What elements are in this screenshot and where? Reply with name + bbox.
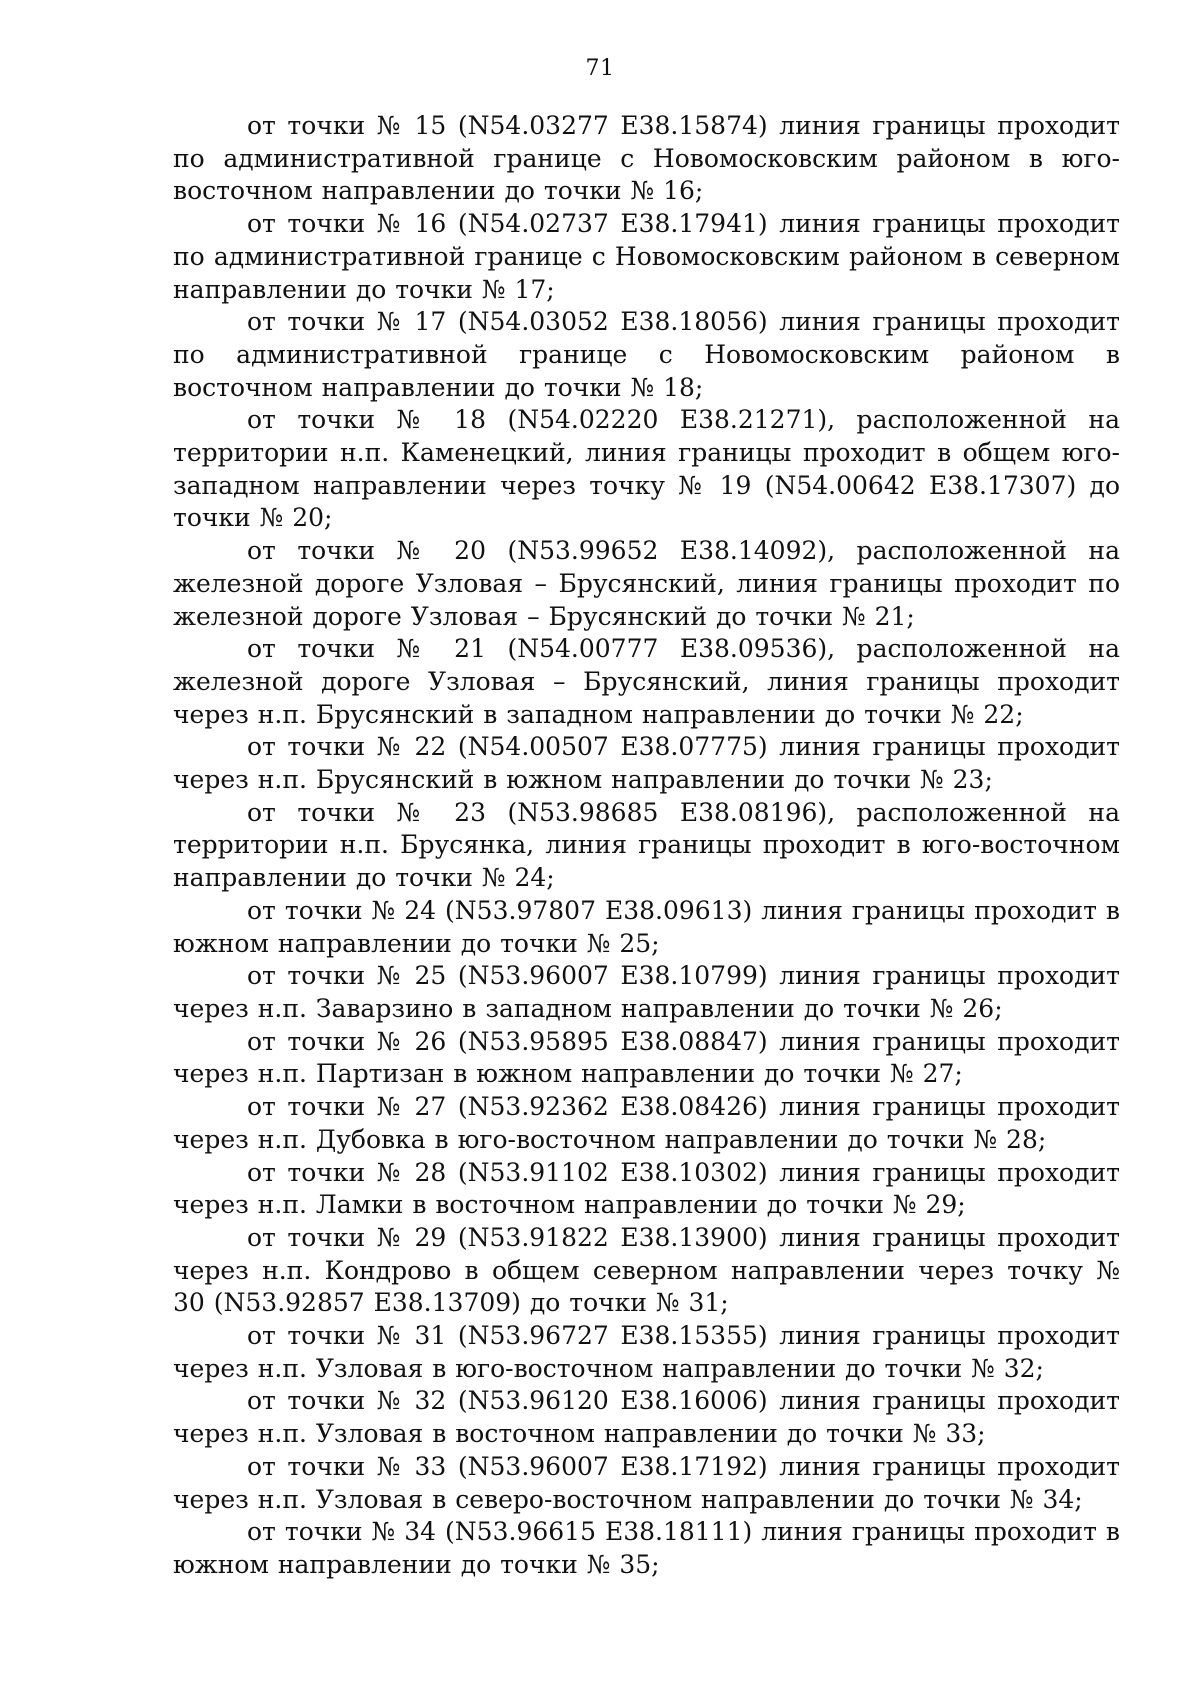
paragraph: от точки № 21 (N54.00777 E38.09536), расположенной на железной дороге Узловая – Брусянский, линия границы проходит через н.п. Брусянский в западном направлении до точки № 22; (173, 634, 1120, 729)
paragraph: от точки № 31 (N53.96727 E38.15355) линия границы проходит через н.п. Узловая в юго-восточном направлении до точки № 32; (173, 1321, 1120, 1383)
paragraph: от точки № 29 (N53.91822 E38.13900) линия границы проходит через н.п. Кондрово в общем северном направлении через точку № 30 (N53.92857 E38.13709) до точки № 31; (173, 1222, 1120, 1318)
paragraph: от точки № 26 (N53.95895 E38.08847) линия границы проходит через н.п. Партизан в южном направлении до точки № 27; (173, 1026, 1120, 1089)
paragraph: от точки № 17 (N54.03052 E38.18056) линия границы проходит по административной границе с Новомосковским районом в восточном направлении до точки № 18; (173, 307, 1120, 402)
paragraph: от точки № 32 (N53.96120 E38.16006) линия границы проходит через н.п. Узловая в восточном направлении до точки № 33; (173, 1386, 1120, 1449)
paragraph: от точки № 18 (N54.02220 E38.21271), расположенной на территории н.п. Каменецкий, линия границы проходит в общем юго-западном направлении через точку № 19 (N54.00642 E38.17307) до точки № 20; (173, 405, 1120, 533)
document-body (173, 110, 1120, 1582)
paragraph: от точки № 23 (N53.98685 E38.08196), расположенной на территории н.п. Брусянка, линия границы проходит в юго-восточном направлении до точки № 24; (173, 797, 1120, 893)
page-number: 71 (585, 56, 615, 81)
paragraph: от точки № 15 (N54.03277 E38.15874) линия границы проходит по административной границе с Новомосковским районом в юго-восточном направлении до точки № 16; (173, 111, 1120, 206)
paragraph: от точки № 25 (N53.96007 E38.10799) линия границы проходит через н.п. Заварзино в западном направлении до точки № 26; (173, 961, 1120, 1023)
paragraph: от точки № 34 (N53.96615 E38.18111) линия границы проходит в южном направлении до точки № 35; (173, 1517, 1120, 1579)
paragraph: от точки № 28 (N53.91102 E38.10302) линия границы проходит через н.п. Ламки в восточном направлении до точки № 29; (173, 1157, 1120, 1220)
paragraph: от точки № 33 (N53.96007 E38.17192) линия границы проходит через н.п. Узловая в северо-восточном направлении до точки № 34; (173, 1451, 1120, 1514)
paragraph: от точки № 24 (N53.97807 E38.09613) линия границы проходит в южном направлении до точки № 25; (173, 895, 1120, 958)
paragraph: от точки № 22 (N54.00507 E38.07775) линия границы проходит через н.п. Брусянский в южном направлении до точки № 23; (173, 732, 1120, 795)
paragraph: от точки № 20 (N53.99652 E38.14092), расположенной на железной дороге Узловая – Брусянский, линия границы проходит по железной дороге Узловая – Брусянский до точки № 21; (173, 536, 1120, 631)
paragraph: от точки № 27 (N53.92362 E38.08426) линия границы проходит через н.п. Дубовка в юго-восточном направлении до точки № 28; (173, 1092, 1120, 1154)
paragraph: от точки № 16 (N54.02737 E38.17941) линия границы проходит по административной границе с Новомосковским районом в северном направлении до точки № 17; (173, 209, 1120, 304)
